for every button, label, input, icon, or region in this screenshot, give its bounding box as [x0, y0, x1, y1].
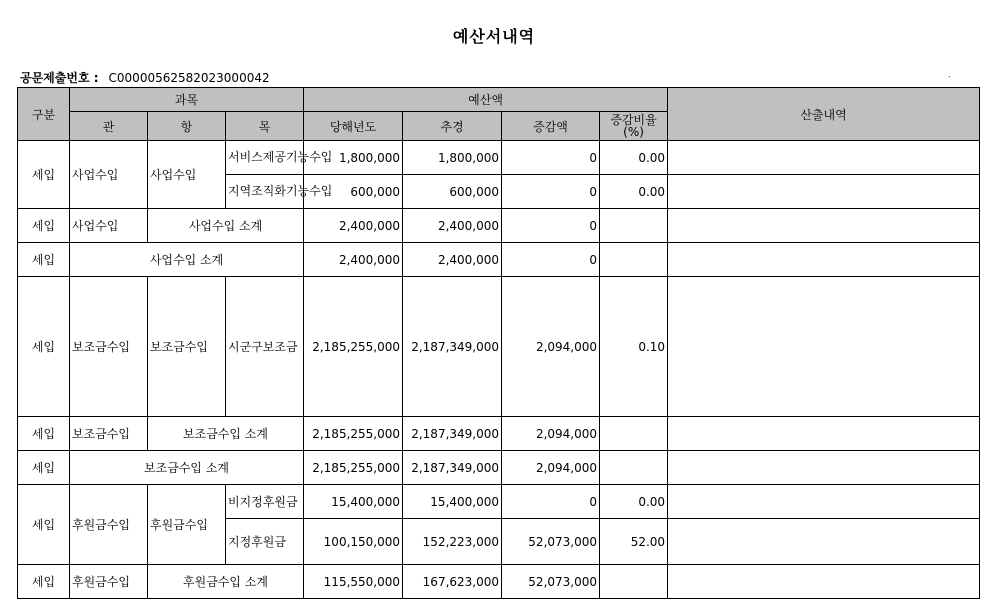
- cell-danghae: 115,550,000: [304, 565, 403, 599]
- cell-subtotal: 사업수입 소계: [70, 243, 304, 277]
- cell-ratio: 0.00: [600, 141, 668, 175]
- header-ratio: 증감비율 (%): [600, 112, 668, 141]
- cell-hang: 사업수입: [148, 141, 226, 209]
- cell-gwan: 사업수입: [70, 141, 148, 209]
- header-hang: 항: [148, 112, 226, 141]
- cell-subtotal: 보조금수입 소계: [148, 417, 304, 451]
- cell-chugyeong: 15,400,000: [403, 485, 502, 519]
- cell-mok: 시군구보조금: [226, 277, 304, 417]
- cell-danghae: 100,150,000: [304, 519, 403, 565]
- cell-mok: 서비스제공기능수입: [226, 141, 304, 175]
- cell-danghae: 2,185,255,000: [304, 417, 403, 451]
- cell-ratio: [600, 565, 668, 599]
- cell-sanchul: [668, 141, 980, 175]
- cell-chugyeong: 600,000: [403, 175, 502, 209]
- page-title: 예산서내역: [452, 27, 536, 46]
- cell-chugyeong: 1,800,000: [403, 141, 502, 175]
- budget-table: [17, 87, 980, 599]
- cell-ratio: [600, 209, 668, 243]
- cell-hang: 후원금수입: [148, 485, 226, 565]
- header-gwan: 관: [70, 112, 148, 141]
- cell-jeunggam: 0: [502, 485, 600, 519]
- cell-sanchul: [668, 277, 980, 417]
- table-row: [18, 277, 980, 417]
- cell-gubun: 세입: [18, 451, 70, 485]
- cell-gwan: 후원금수입: [70, 485, 148, 565]
- cell-gwan: 사업수입: [70, 209, 148, 243]
- cell-gwan: 보조금수입: [70, 417, 148, 451]
- doc-number-value: C00000562582023000042: [108, 71, 270, 85]
- cell-jeunggam: 0: [502, 243, 600, 277]
- cell-mok: 지역조직화기능수입: [226, 175, 304, 209]
- cell-gwan: 후원금수입: [70, 565, 148, 599]
- cell-gubun: 세입: [18, 417, 70, 451]
- cell-jeunggam: 0: [502, 209, 600, 243]
- cell-subtotal: 후원금수입 소계: [148, 565, 304, 599]
- cell-chugyeong: 2,400,000: [403, 243, 502, 277]
- table-row: [18, 485, 980, 519]
- cell-chugyeong: 2,187,349,000: [403, 417, 502, 451]
- cell-chugyeong: 152,223,000: [403, 519, 502, 565]
- table-row: [18, 565, 980, 599]
- table-row: [18, 141, 980, 175]
- cell-danghae: 1,800,000: [304, 141, 403, 175]
- cell-danghae: 15,400,000: [304, 485, 403, 519]
- cell-sanchul: [668, 485, 980, 519]
- cell-ratio: 0.00: [600, 485, 668, 519]
- header-gubun: 구분: [18, 88, 70, 141]
- cell-danghae: 2,185,255,000: [304, 451, 403, 485]
- doc-number: [20, 69, 270, 86]
- doc-number-label: 공문제출번호 :: [20, 71, 99, 85]
- cell-ratio: 0.10: [600, 277, 668, 417]
- cell-mok: 지정후원금: [226, 519, 304, 565]
- cell-jeunggam: 0: [502, 141, 600, 175]
- cell-gubun: 세입: [18, 141, 70, 209]
- cell-danghae: 2,400,000: [304, 209, 403, 243]
- cell-sanchul: [668, 243, 980, 277]
- cell-gubun: 세입: [18, 277, 70, 417]
- cell-jeunggam: 2,094,000: [502, 451, 600, 485]
- cell-gubun: 세입: [18, 565, 70, 599]
- cell-danghae: 2,185,255,000: [304, 277, 403, 417]
- cell-ratio: [600, 451, 668, 485]
- table-row: [18, 451, 980, 485]
- cell-ratio: 52.00: [600, 519, 668, 565]
- cell-jeunggam: 52,073,000: [502, 519, 600, 565]
- cell-hang: 보조금수입: [148, 277, 226, 417]
- cell-sanchul: [668, 209, 980, 243]
- cell-ratio: [600, 417, 668, 451]
- cell-chugyeong: 2,400,000: [403, 209, 502, 243]
- header-danghae: 당해년도: [304, 112, 403, 141]
- table-row: [18, 417, 980, 451]
- cell-gubun: 세입: [18, 243, 70, 277]
- cell-sanchul: [668, 451, 980, 485]
- header-gwamok: 과목: [70, 88, 304, 112]
- header-jeunggam: 증감액: [502, 112, 600, 141]
- cell-danghae: 600,000: [304, 175, 403, 209]
- cell-chugyeong: 2,187,349,000: [403, 277, 502, 417]
- cell-sanchul: [668, 519, 980, 565]
- cell-sanchul: [668, 175, 980, 209]
- cell-subtotal: 사업수입 소계: [148, 209, 304, 243]
- cell-subtotal: 보조금수입 소계: [70, 451, 304, 485]
- cell-sanchul: [668, 565, 980, 599]
- header-mok: 목: [226, 112, 304, 141]
- cell-jeunggam: 2,094,000: [502, 277, 600, 417]
- header-yesan: 예산액: [304, 88, 668, 112]
- cell-mok: 비지정후원금: [226, 485, 304, 519]
- header-sanchul: 산출내역: [668, 88, 980, 141]
- cell-ratio: [600, 243, 668, 277]
- cell-chugyeong: 2,187,349,000: [403, 451, 502, 485]
- cell-gubun: 세입: [18, 485, 70, 565]
- cell-chugyeong: 167,623,000: [403, 565, 502, 599]
- cell-jeunggam: 0: [502, 175, 600, 209]
- cell-gubun: 세입: [18, 209, 70, 243]
- cell-jeunggam: 52,073,000: [502, 565, 600, 599]
- table-row: [18, 243, 980, 277]
- corner-mark: .: [948, 70, 951, 79]
- header-chugyeong: 추경: [403, 112, 502, 141]
- cell-gwan: 보조금수입: [70, 277, 148, 417]
- cell-danghae: 2,400,000: [304, 243, 403, 277]
- cell-jeunggam: 2,094,000: [502, 417, 600, 451]
- cell-ratio: 0.00: [600, 175, 668, 209]
- cell-sanchul: [668, 417, 980, 451]
- table-row: [18, 209, 980, 243]
